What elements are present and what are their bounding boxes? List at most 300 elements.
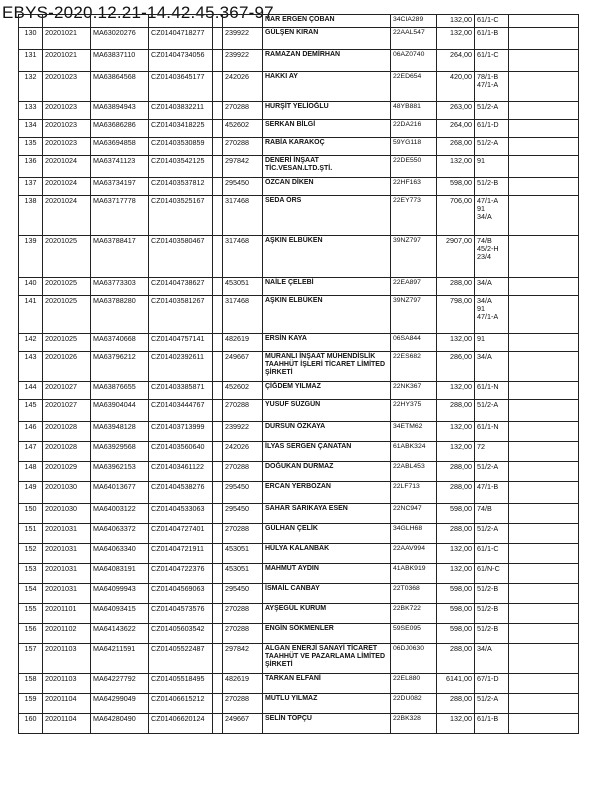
table-body	[19, 15, 579, 734]
blank-cell	[509, 120, 579, 138]
code-cell: 295450	[223, 504, 263, 524]
name-cell: RAMAZAN DEMİRHAN	[263, 50, 391, 72]
subscriber-cell: CZ01404738627	[149, 278, 213, 296]
row-number-cell: 160	[19, 714, 43, 734]
area-cell: 132,00	[437, 334, 475, 352]
name-cell: HAKKI AY	[263, 72, 391, 102]
plate-cell: 61ABK324	[391, 442, 437, 462]
plate-cell: 22DE550	[391, 156, 437, 178]
plate-cell: 22HF163	[391, 178, 437, 196]
table-row	[19, 15, 579, 28]
area-cell: 264,00	[437, 50, 475, 72]
subscriber-cell: CZ01403525167	[149, 196, 213, 236]
area-cell: 288,00	[437, 694, 475, 714]
code-cell: 452602	[223, 382, 263, 400]
blank-cell	[509, 50, 579, 72]
plate-cell: 22NK367	[391, 382, 437, 400]
code-cell: 270288	[223, 524, 263, 544]
code-cell: 239922	[223, 50, 263, 72]
plate-cell: 34ETM62	[391, 422, 437, 442]
code-cell: 453051	[223, 544, 263, 564]
table-row	[19, 624, 579, 644]
area-cell: 132,00	[437, 714, 475, 734]
area-cell: 288,00	[437, 400, 475, 422]
subscriber-cell: CZ01403385871	[149, 382, 213, 400]
reference-cell: MA64227792	[91, 674, 149, 694]
table-row	[19, 400, 579, 422]
name-cell: DOĞUKAN DURMAZ	[263, 462, 391, 482]
reference-cell: MA64083191	[91, 564, 149, 584]
table-row	[19, 28, 579, 50]
date-cell: 20201104	[43, 714, 91, 734]
plate-cell: 22DU082	[391, 694, 437, 714]
name-cell: NAR ERGEN ÇOBAN	[263, 15, 391, 28]
plate-cell: 39NZ797	[391, 236, 437, 278]
blank-cell	[509, 382, 579, 400]
plate-cell: 22ES682	[391, 352, 437, 382]
subscriber-cell: CZ01403418225	[149, 120, 213, 138]
blank-cell	[213, 604, 223, 624]
plate-cell: 34GLH68	[391, 524, 437, 544]
plate-cell: 22BK722	[391, 604, 437, 624]
plate-cell: 22ABL453	[391, 462, 437, 482]
name-cell: NAİLE ÇELEBİ	[263, 278, 391, 296]
code-cell: 317468	[223, 236, 263, 278]
date-cell: 20201024	[43, 196, 91, 236]
location-cell: 72	[475, 442, 509, 462]
table-row	[19, 120, 579, 138]
plate-cell: 22AAV994	[391, 544, 437, 564]
plate-cell: 48YB881	[391, 102, 437, 120]
blank-cell	[213, 296, 223, 334]
area-cell: 798,00	[437, 296, 475, 334]
table-row	[19, 138, 579, 156]
name-cell: ERSİN KAYA	[263, 334, 391, 352]
row-number-cell: 158	[19, 674, 43, 694]
table-row	[19, 462, 579, 482]
reference-cell: MA64099943	[91, 584, 149, 604]
reference-cell: MA63904044	[91, 400, 149, 422]
blank-cell	[509, 15, 579, 28]
area-cell: 132,00	[437, 544, 475, 564]
plate-cell: 34CIA289	[391, 15, 437, 28]
area-cell: 6141,00	[437, 674, 475, 694]
location-cell: 51/2-A	[475, 400, 509, 422]
date-cell: 20201025	[43, 236, 91, 278]
row-number-cell: 148	[19, 462, 43, 482]
table-row	[19, 156, 579, 178]
code-cell: 295450	[223, 584, 263, 604]
blank-cell	[509, 694, 579, 714]
code-cell: 453051	[223, 564, 263, 584]
subscriber-cell: CZ01404722376	[149, 564, 213, 584]
location-cell: 51/2-A	[475, 102, 509, 120]
name-cell: GÜLHAN ÇELİK	[263, 524, 391, 544]
name-cell: MAHMUT AYDIN	[263, 564, 391, 584]
blank-cell	[509, 156, 579, 178]
blank-cell	[509, 524, 579, 544]
subscriber-cell	[149, 15, 213, 28]
blank-cell	[213, 400, 223, 422]
code-cell: 482619	[223, 334, 263, 352]
area-cell: 420,00	[437, 72, 475, 102]
plate-cell: 06DJ0630	[391, 644, 437, 674]
row-number-cell: 137	[19, 178, 43, 196]
code-cell: 317468	[223, 296, 263, 334]
name-cell: ÇİĞDEM YILMAZ	[263, 382, 391, 400]
blank-cell	[509, 28, 579, 50]
blank-cell	[213, 120, 223, 138]
location-cell: 61/1-C	[475, 544, 509, 564]
code-cell: 297842	[223, 156, 263, 178]
name-cell: ENGİN SÖKMENLER	[263, 624, 391, 644]
date-cell: 20201026	[43, 352, 91, 382]
blank-cell	[213, 156, 223, 178]
date-cell: 20201023	[43, 102, 91, 120]
row-number-cell: 130	[19, 28, 43, 50]
date-cell: 20201025	[43, 296, 91, 334]
table-row	[19, 278, 579, 296]
row-number-cell	[19, 15, 43, 28]
area-cell: 286,00	[437, 352, 475, 382]
subscriber-cell: CZ01406615212	[149, 694, 213, 714]
blank-cell	[213, 50, 223, 72]
row-number-cell: 153	[19, 564, 43, 584]
area-cell: 706,00	[437, 196, 475, 236]
plate-cell: 22NC947	[391, 504, 437, 524]
blank-cell	[213, 504, 223, 524]
date-cell: 20201030	[43, 504, 91, 524]
area-cell: 263,00	[437, 102, 475, 120]
table-row	[19, 442, 579, 462]
area-cell: 2907,00	[437, 236, 475, 278]
row-number-cell: 144	[19, 382, 43, 400]
blank-cell	[213, 482, 223, 504]
plate-cell: 22EL880	[391, 674, 437, 694]
date-cell: 20201028	[43, 422, 91, 442]
blank-cell	[509, 178, 579, 196]
row-number-cell: 143	[19, 352, 43, 382]
area-cell: 598,00	[437, 584, 475, 604]
blank-cell	[509, 604, 579, 624]
date-cell: 20201031	[43, 584, 91, 604]
table-row	[19, 604, 579, 624]
blank-cell	[509, 334, 579, 352]
blank-cell	[509, 422, 579, 442]
date-cell: 20201104	[43, 694, 91, 714]
subscriber-cell: CZ01403560640	[149, 442, 213, 462]
location-cell: 51/2-B	[475, 584, 509, 604]
plate-cell: 41ABK919	[391, 564, 437, 584]
reference-cell: MA63864568	[91, 72, 149, 102]
row-number-cell: 150	[19, 504, 43, 524]
location-cell: 47/1-B	[475, 482, 509, 504]
location-cell: 34/A 91 47/1-A	[475, 296, 509, 334]
subscriber-cell: CZ01403444767	[149, 400, 213, 422]
subscriber-cell: CZ01403645177	[149, 72, 213, 102]
date-cell: 20201030	[43, 482, 91, 504]
blank-cell	[213, 544, 223, 564]
register-table-frame	[18, 14, 578, 795]
reference-cell: MA63020276	[91, 28, 149, 50]
subscriber-cell: CZ01404538276	[149, 482, 213, 504]
plate-cell: 22LF713	[391, 482, 437, 504]
area-cell: 132,00	[437, 382, 475, 400]
blank-cell	[213, 584, 223, 604]
plate-cell: 22HY375	[391, 400, 437, 422]
area-cell: 598,00	[437, 504, 475, 524]
row-number-cell: 152	[19, 544, 43, 564]
plate-cell: 22AAL547	[391, 28, 437, 50]
subscriber-cell: CZ01405518495	[149, 674, 213, 694]
blank-cell	[213, 564, 223, 584]
reference-cell: MA64143622	[91, 624, 149, 644]
blank-cell	[509, 714, 579, 734]
subscriber-cell: CZ01402392611	[149, 352, 213, 382]
subscriber-cell: CZ01406620124	[149, 714, 213, 734]
row-number-cell: 134	[19, 120, 43, 138]
date-cell: 20201023	[43, 72, 91, 102]
code-cell: 242026	[223, 442, 263, 462]
name-cell: GÜLŞEN KIRAN	[263, 28, 391, 50]
name-cell: SELİN TOPÇU	[263, 714, 391, 734]
location-cell: 34/A	[475, 644, 509, 674]
reference-cell: MA63894943	[91, 102, 149, 120]
name-cell: ALGAN ENERJİ SANAYİ TİCARET TAAHHÜT VE PAZARLAMA LİMİTED ŞİRKETİ	[263, 644, 391, 674]
name-cell: SEDA ÖRS	[263, 196, 391, 236]
row-number-cell: 133	[19, 102, 43, 120]
reference-cell: MA63929568	[91, 442, 149, 462]
name-cell: SERKAN BİLGİ	[263, 120, 391, 138]
blank-cell	[509, 72, 579, 102]
area-cell: 132,00	[437, 422, 475, 442]
subscriber-cell: CZ01404718277	[149, 28, 213, 50]
location-cell: 34/A	[475, 278, 509, 296]
location-cell: 61/1-C	[475, 50, 509, 72]
date-cell: 20201101	[43, 604, 91, 624]
code-cell: 270288	[223, 624, 263, 644]
reference-cell: MA63962153	[91, 462, 149, 482]
row-number-cell: 139	[19, 236, 43, 278]
location-cell: 61/1-C	[475, 15, 509, 28]
area-cell: 132,00	[437, 442, 475, 462]
table-row	[19, 644, 579, 674]
location-cell: 61/1-N	[475, 382, 509, 400]
table-row	[19, 674, 579, 694]
row-number-cell: 140	[19, 278, 43, 296]
blank-cell	[213, 102, 223, 120]
plate-cell: 22T0368	[391, 584, 437, 604]
row-number-cell: 141	[19, 296, 43, 334]
area-cell: 598,00	[437, 178, 475, 196]
reference-cell: MA63773303	[91, 278, 149, 296]
date-cell: 20201028	[43, 442, 91, 462]
date-cell: 20201103	[43, 644, 91, 674]
code-cell: 270288	[223, 102, 263, 120]
blank-cell	[213, 28, 223, 50]
row-number-cell: 147	[19, 442, 43, 462]
row-number-cell: 159	[19, 694, 43, 714]
location-cell: 67/1-D	[475, 674, 509, 694]
date-cell: 20201031	[43, 544, 91, 564]
reference-cell: MA64063372	[91, 524, 149, 544]
subscriber-cell: CZ01404757141	[149, 334, 213, 352]
code-cell: 249667	[223, 352, 263, 382]
blank-cell	[213, 236, 223, 278]
blank-cell	[213, 624, 223, 644]
name-cell: AŞKIN ELBÜKEN	[263, 236, 391, 278]
code-cell: 297842	[223, 644, 263, 674]
location-cell: 74/B	[475, 504, 509, 524]
code-cell: 270288	[223, 604, 263, 624]
table-row	[19, 236, 579, 278]
subscriber-cell: CZ01403530859	[149, 138, 213, 156]
reference-cell: MA63788417	[91, 236, 149, 278]
name-cell: YUSUF SÜZGÜN	[263, 400, 391, 422]
location-cell: 34/A	[475, 352, 509, 382]
table-row	[19, 524, 579, 544]
blank-cell	[213, 334, 223, 352]
code-cell: 295450	[223, 178, 263, 196]
code-cell: 453051	[223, 278, 263, 296]
reference-cell: MA63741123	[91, 156, 149, 178]
area-cell: 132,00	[437, 28, 475, 50]
date-cell: 20201021	[43, 28, 91, 50]
location-cell: 78/1-B 47/1-A	[475, 72, 509, 102]
row-number-cell: 145	[19, 400, 43, 422]
name-cell: DENERİ İNŞAAT TİC.VESAN.LTD.ŞTİ.	[263, 156, 391, 178]
blank-cell	[213, 382, 223, 400]
reference-cell: MA63876655	[91, 382, 149, 400]
document-stamp: EBYS-2020.12.21-14.42.45.367-97	[2, 3, 274, 22]
blank-cell	[213, 524, 223, 544]
date-cell: 20201024	[43, 178, 91, 196]
blank-cell	[213, 72, 223, 102]
subscriber-cell: CZ01404573576	[149, 604, 213, 624]
table-row	[19, 334, 579, 352]
area-cell: 288,00	[437, 462, 475, 482]
date-cell: 20201031	[43, 564, 91, 584]
blank-cell	[509, 196, 579, 236]
area-cell: 268,00	[437, 138, 475, 156]
reference-cell: MA63788280	[91, 296, 149, 334]
blank-cell	[213, 674, 223, 694]
area-cell: 598,00	[437, 604, 475, 624]
table-row	[19, 102, 579, 120]
blank-cell	[213, 278, 223, 296]
area-cell: 132,00	[437, 564, 475, 584]
blank-cell	[509, 462, 579, 482]
row-number-cell: 138	[19, 196, 43, 236]
blank-cell	[213, 178, 223, 196]
name-cell: RABİA KARAKOÇ	[263, 138, 391, 156]
row-number-cell: 149	[19, 482, 43, 504]
code-cell: 270288	[223, 462, 263, 482]
plate-cell: 59SE095	[391, 624, 437, 644]
blank-cell	[509, 278, 579, 296]
area-cell: 132,00	[437, 15, 475, 28]
name-cell: ERCAN YERBOZAN	[263, 482, 391, 504]
table-row	[19, 196, 579, 236]
subscriber-cell: CZ01404721911	[149, 544, 213, 564]
date-cell	[43, 15, 91, 28]
subscriber-cell: CZ01405603542	[149, 624, 213, 644]
blank-cell	[213, 422, 223, 442]
code-cell	[223, 15, 263, 28]
reference-cell: MA64003122	[91, 504, 149, 524]
plate-cell: 22EA897	[391, 278, 437, 296]
blank-cell	[509, 482, 579, 504]
table-row	[19, 178, 579, 196]
code-cell: 270288	[223, 694, 263, 714]
code-cell: 239922	[223, 28, 263, 50]
code-cell: 452602	[223, 120, 263, 138]
date-cell: 20201023	[43, 138, 91, 156]
blank-cell	[509, 400, 579, 422]
blank-cell	[509, 352, 579, 382]
subscriber-cell: CZ01404734056	[149, 50, 213, 72]
subscriber-cell: CZ01403542125	[149, 156, 213, 178]
reference-cell: MA63948128	[91, 422, 149, 442]
location-cell: 74/B 45/2-H 23/4	[475, 236, 509, 278]
blank-cell	[509, 624, 579, 644]
blank-cell	[509, 674, 579, 694]
blank-cell	[509, 564, 579, 584]
area-cell: 598,00	[437, 624, 475, 644]
subscriber-cell: CZ01403537812	[149, 178, 213, 196]
reference-cell: MA64013677	[91, 482, 149, 504]
name-cell: MURANLI İNŞAAT MÜHENDİSLİK TAAHHÜT İŞLERİ TİCARET LİMİTED ŞİRKETİ	[263, 352, 391, 382]
blank-cell	[509, 584, 579, 604]
blank-cell	[509, 102, 579, 120]
name-cell: HÜLYA KALANBAK	[263, 544, 391, 564]
location-cell: 51/2-A	[475, 462, 509, 482]
subscriber-cell: CZ01403461122	[149, 462, 213, 482]
date-cell: 20201102	[43, 624, 91, 644]
row-number-cell: 131	[19, 50, 43, 72]
row-number-cell: 132	[19, 72, 43, 102]
row-number-cell: 135	[19, 138, 43, 156]
row-number-cell: 155	[19, 604, 43, 624]
name-cell: ÖZCAN DİKEN	[263, 178, 391, 196]
table-row	[19, 564, 579, 584]
subscriber-cell: CZ01404727401	[149, 524, 213, 544]
reference-cell: MA64299049	[91, 694, 149, 714]
plate-cell: 22BK328	[391, 714, 437, 734]
blank-cell	[509, 504, 579, 524]
area-cell: 288,00	[437, 644, 475, 674]
blank-cell	[509, 296, 579, 334]
location-cell: 91	[475, 156, 509, 178]
subscriber-cell: CZ01403580467	[149, 236, 213, 278]
date-cell: 20201027	[43, 382, 91, 400]
blank-cell	[509, 138, 579, 156]
date-cell: 20201025	[43, 278, 91, 296]
location-cell: 51/2-A	[475, 524, 509, 544]
blank-cell	[509, 236, 579, 278]
subscriber-cell: CZ01403713999	[149, 422, 213, 442]
table-row	[19, 422, 579, 442]
row-number-cell: 146	[19, 422, 43, 442]
code-cell: 270288	[223, 138, 263, 156]
area-cell: 132,00	[437, 156, 475, 178]
code-cell: 249667	[223, 714, 263, 734]
code-cell: 295450	[223, 482, 263, 504]
location-cell: 51/2-B	[475, 178, 509, 196]
reference-cell: MA63734197	[91, 178, 149, 196]
reference-cell	[91, 15, 149, 28]
reference-cell: MA64211591	[91, 644, 149, 674]
